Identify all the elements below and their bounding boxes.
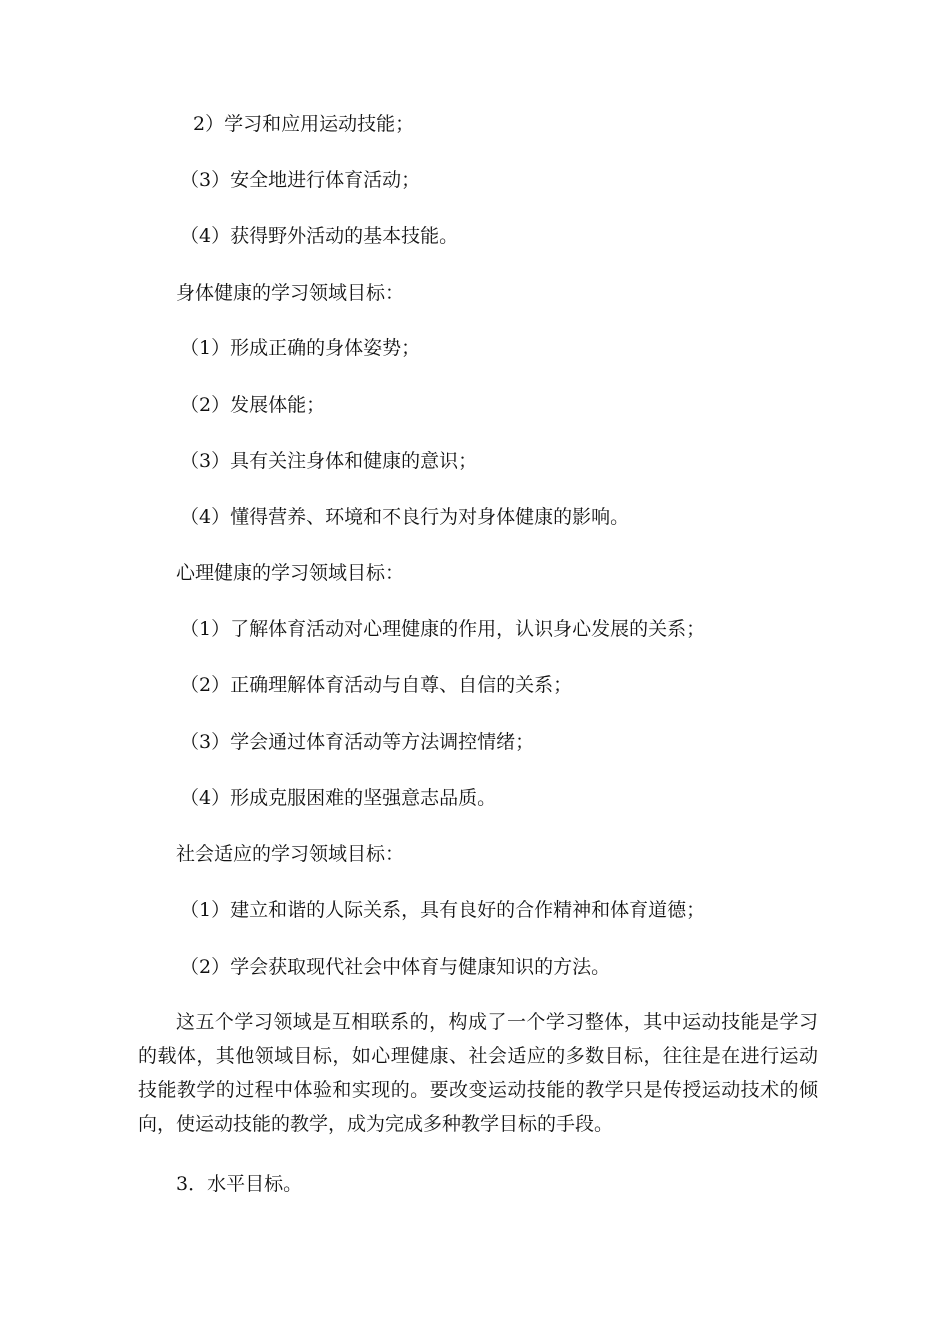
body-paragraph: 这五个学习领域是互相联系的，构成了一个学习整体，其中运动技能是学习的载体，其他领域目标，如心理健康、社会适应的多数目标，往往是在进行运动技能教学的过程中体验和实现的。要改变运动技能的教学只是传授运动技术的倾向，使运动技能的教学，成为完成多种教学目标的手段。 (138, 1011, 818, 1135)
list-item: 2）学习和应用运动技能； (193, 113, 415, 135)
list-item: （4）获得野外活动的基本技能。 (180, 225, 459, 247)
list-item: （3）学会通过体育活动等方法调控情绪； (180, 731, 535, 753)
section-title: 社会适应的学习领域目标： (176, 843, 405, 865)
list-item: （1）形成正确的身体姿势； (180, 337, 421, 359)
list-item: （4）懂得营养、环境和不良行为对身体健康的影响。 (180, 506, 630, 528)
list-item: （2）发展体能； (180, 394, 326, 416)
section-title: 身体健康的学习领域目标： (176, 282, 405, 304)
section-heading: 3．水平目标。 (176, 1173, 303, 1195)
list-item: （1）建立和谐的人际关系，具有良好的合作精神和体育道德； (180, 899, 706, 921)
list-item: （4）形成克服困难的坚强意志品质。 (180, 787, 497, 809)
list-item: （2）学会获取现代社会中体育与健康知识的方法。 (180, 956, 611, 978)
list-item: （3）安全地进行体育活动； (180, 169, 421, 191)
list-item: （2）正确理解体育活动与自尊、自信的关系； (180, 674, 573, 696)
list-item: （3）具有关注身体和健康的意识； (180, 450, 478, 472)
list-item: （1）了解体育活动对心理健康的作用，认识身心发展的关系； (180, 618, 706, 640)
section-title: 心理健康的学习领域目标： (176, 562, 405, 584)
